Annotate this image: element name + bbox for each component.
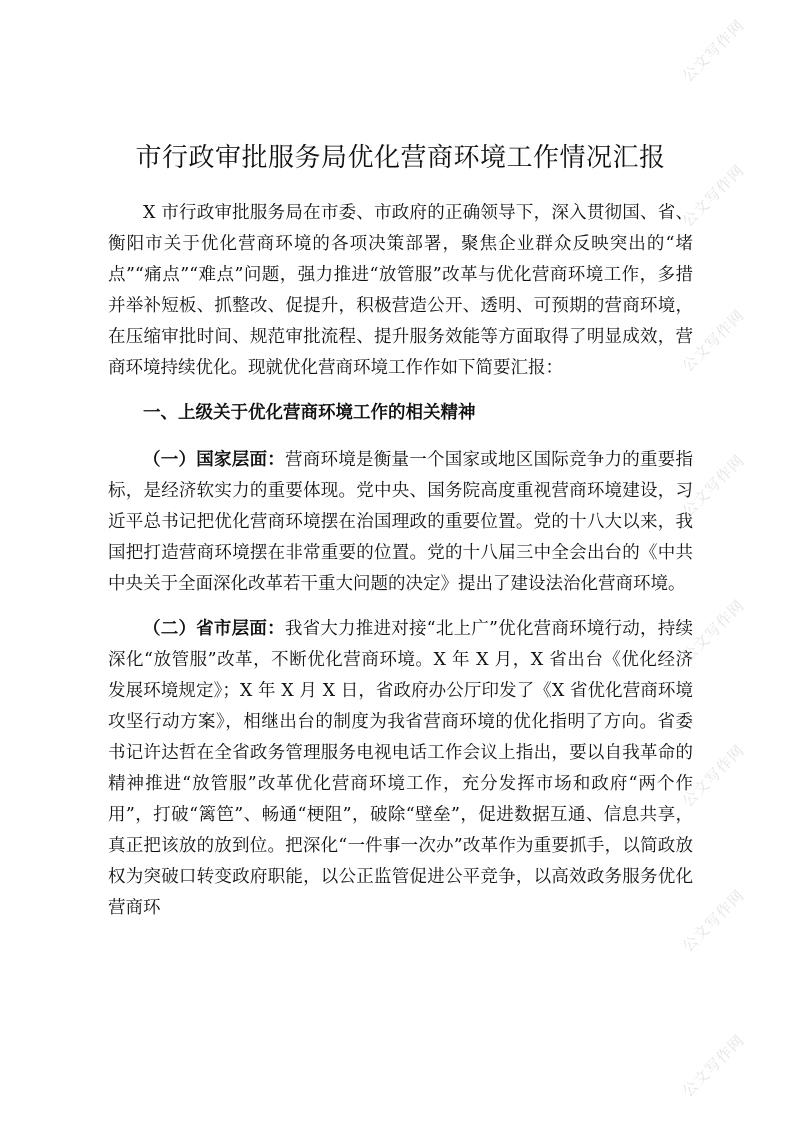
watermark-text: 公文写作网 (678, 596, 749, 666)
watermark-text: 公文写作网 (678, 161, 749, 231)
national-level-text: 营商环境是衡量一个国家或地区国际竞争力的重要指标，是经济软实力的重要体现。党中央、国务院高度重视营商环境建设，习近平总书记把优化营商环境摆在治国理政的重要位置。党的十八大以来，我国把打造营商环境摆在非常重要的位置。党的十八届三中全会出台的《中共中央关于全面深化改革若干重大问题的决定》提出了建设法治化营商环境。 (108, 450, 693, 594)
watermark-text: 公文写作网 (678, 1031, 749, 1101)
document-title: 市行政审批服务局优化营商环境工作情况汇报 (135, 143, 666, 173)
watermark-text: 公文写作网 (678, 741, 749, 811)
provincial-level-text: 我省大力推进对接“北上广”优化营商环境行动，持续深化“放管服”改革，不断优化营商环境。X 年 X 月，X 省出台《优化经济发展环境规定》；X 年 X 月 X 日，省政府办公厅印发了《X 省优化营商环境攻坚行动方案》，相继出台的制度为我省营商环境的优化指明了方向。省委书记许达哲在全省政务管理服务电视电话工作会议上指出，要以自我革命的精神推进“放管服”改革优化营商环境工作，充分发挥市场和政府“两个作用”，打破“篱笆”、畅通“梗阻”，破除“壁垒”，促进数据互通、信息共享，真正把该放的放到位。把深化“一件事一次办”改革作为重要抓手，以简政放权为突破口转变政府职能，以公正监管促进公平竞争，以高效政务服务优化营商环 (108, 619, 693, 918)
watermark-text: 公文写作网 (678, 16, 749, 86)
provincial-level-paragraph (108, 614, 693, 924)
watermark-text: 公文写作网 (678, 451, 749, 521)
national-level-lead: （一）国家层面： (143, 450, 285, 470)
provincial-level-lead: （二）省市层面： (143, 619, 285, 639)
document-page (108, 138, 693, 924)
section-heading: 一、上级关于优化营商环境工作的相关精神 (143, 403, 476, 423)
watermark-text: 公文写作网 (678, 306, 749, 376)
intro-paragraph: X 市行政审批服务局在市委、市政府的正确领导下，深入贯彻国、省、衡阳市关于优化营商环境的各项决策部署，聚焦企业群众反映突出的“堵点”“痛点”“难点”问题，强力推进“放管服”改革与优化营商环境工作，多措并举补短板、抓整改、促提升，积极营造公开、透明、可预期的营商环境，在压缩审批时间、规范审批流程、提升服务效能等方面取得了明显成效，营商环境持续优化。现就优化营商环境工作作如下简要汇报： (108, 203, 693, 378)
national-level-paragraph (108, 445, 693, 600)
watermark-text: 公文写作网 (678, 886, 749, 956)
